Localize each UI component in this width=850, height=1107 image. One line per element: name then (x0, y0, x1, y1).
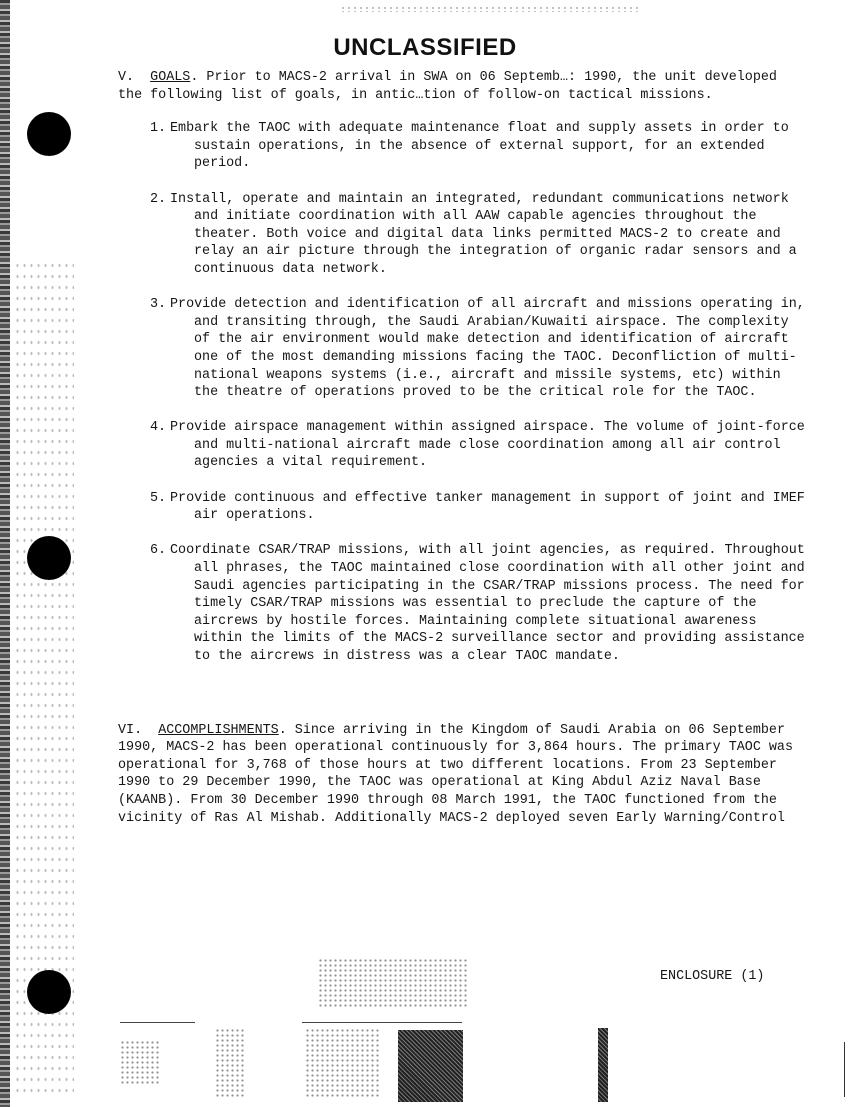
section-v-numeral: V. (118, 70, 135, 85)
goal-number: 5. (150, 490, 167, 506)
goal-number: 4. (150, 420, 167, 436)
document-body (118, 69, 808, 827)
goal-text: Provide continuous and effective tanker management in support of joint and IMEF air operations. (170, 490, 805, 524)
goal-item-3 (118, 296, 808, 402)
binding-edge-artifact (0, 0, 10, 1107)
goal-number: 6. (150, 543, 167, 559)
section-vi-paragraph (118, 722, 808, 828)
goals-list (118, 120, 808, 665)
goal-item-2 (118, 191, 808, 279)
section-vi-numeral: VI. (118, 722, 143, 738)
scan-noise-blob (215, 1028, 245, 1098)
scan-dark-strip (598, 1028, 608, 1102)
goal-item-6 (118, 542, 808, 665)
goal-text: Coordinate CSAR/TRAP missions, with all joint agencies, as required. Throughout all phrases, the TAOC maintained close coordination with all other joint and Saudi agencies participating in the CSAR/TRAP missions process. The need for timely CSAR/TRAP missions was essential to preclude the capture of the aircrews by hostile forces. Maintaining complete situational awareness within the limits of the MACS-2 surveillance sector and providing assistance to the aircrews in distress was a clear TAOC mandate. (170, 543, 805, 664)
section-vi-text: . Since arriving in the Kingdom of Saudi Arabia on 06 September 1990, MACS-2 has been operational continuously for 3,864 hours. The primary TAOC was operational for 3,768 of those hours at two different locations. From 23 September 1990 to 29 December 1990, the TAOC was operational at King Abdul Aziz Naval Base (KAANB). From 30 December 1990 through 08 March 1991, the TAOC functioned from the vicinity of Ras Al Mishab. Additionally MACS-2 deployed seven Early Warning/Control (118, 722, 793, 826)
goal-item-4 (118, 419, 808, 472)
scan-rule-line (302, 1022, 462, 1023)
goal-text: Install, operate and maintain an integrated, redundant communications network and initiate coordination with all AAW capable agencies throughout the theater. Both voice and digital data links permitted MACS-2 to create and relay an air picture through the integration of organic radar sensors and a continuous data network. (170, 191, 797, 277)
goal-text: Provide airspace management within assigned airspace. The volume of joint-force and multi-national aircraft made close coordination among all air control agencies a vital requirement. (170, 420, 805, 471)
scan-dark-block (398, 1030, 463, 1102)
punch-hole-middle (27, 536, 71, 580)
goal-text: Embark the TAOC with adequate maintenance float and supply assets in order to sustain operations, in the absence of external support, for an extended period. (170, 121, 789, 172)
classification-marking: UNCLASSIFIED (333, 34, 517, 61)
enclosure-label: ENCLOSURE (1) (660, 969, 765, 984)
scan-edge-line (844, 1042, 845, 1097)
scan-noise-blob (120, 1040, 160, 1085)
section-v-heading: GOALS (150, 70, 191, 85)
goal-number: 2. (150, 191, 167, 207)
goal-number: 3. (150, 297, 167, 313)
goal-number: 1. (150, 121, 167, 137)
section-v-text: . Prior to MACS-2 arrival in SWA on 06 Septemb…: 1990, the unit developed the following list of goals, in antic…tion of follow-on tactical missions. (118, 70, 777, 103)
section-vi-heading: ACCOMPLISHMENTS (158, 722, 279, 738)
punch-hole-top (27, 112, 71, 156)
top-scan-smudge (340, 6, 640, 12)
goal-text: Provide detection and identification of all aircraft and missions operating in, and transiting through, the Saudi Arabian/Kuwaiti airspace. The complexity of the air environment would make detection and identification of aircraft one of the most demanding missions facing the TAOC. Deconfliction of multi-national weapons systems (i.e., aircraft and missile systems, etc) within the theatre of operations proved to be the critical role for the TAOC. (170, 297, 805, 401)
scan-noise-blob (305, 1028, 380, 1098)
punch-hole-bottom (27, 970, 71, 1014)
goal-item-1 (118, 120, 808, 173)
scan-noise-blob (318, 958, 468, 1008)
goal-item-5 (118, 490, 808, 525)
section-v-paragraph (118, 69, 808, 104)
scan-rule-line (120, 1022, 195, 1023)
